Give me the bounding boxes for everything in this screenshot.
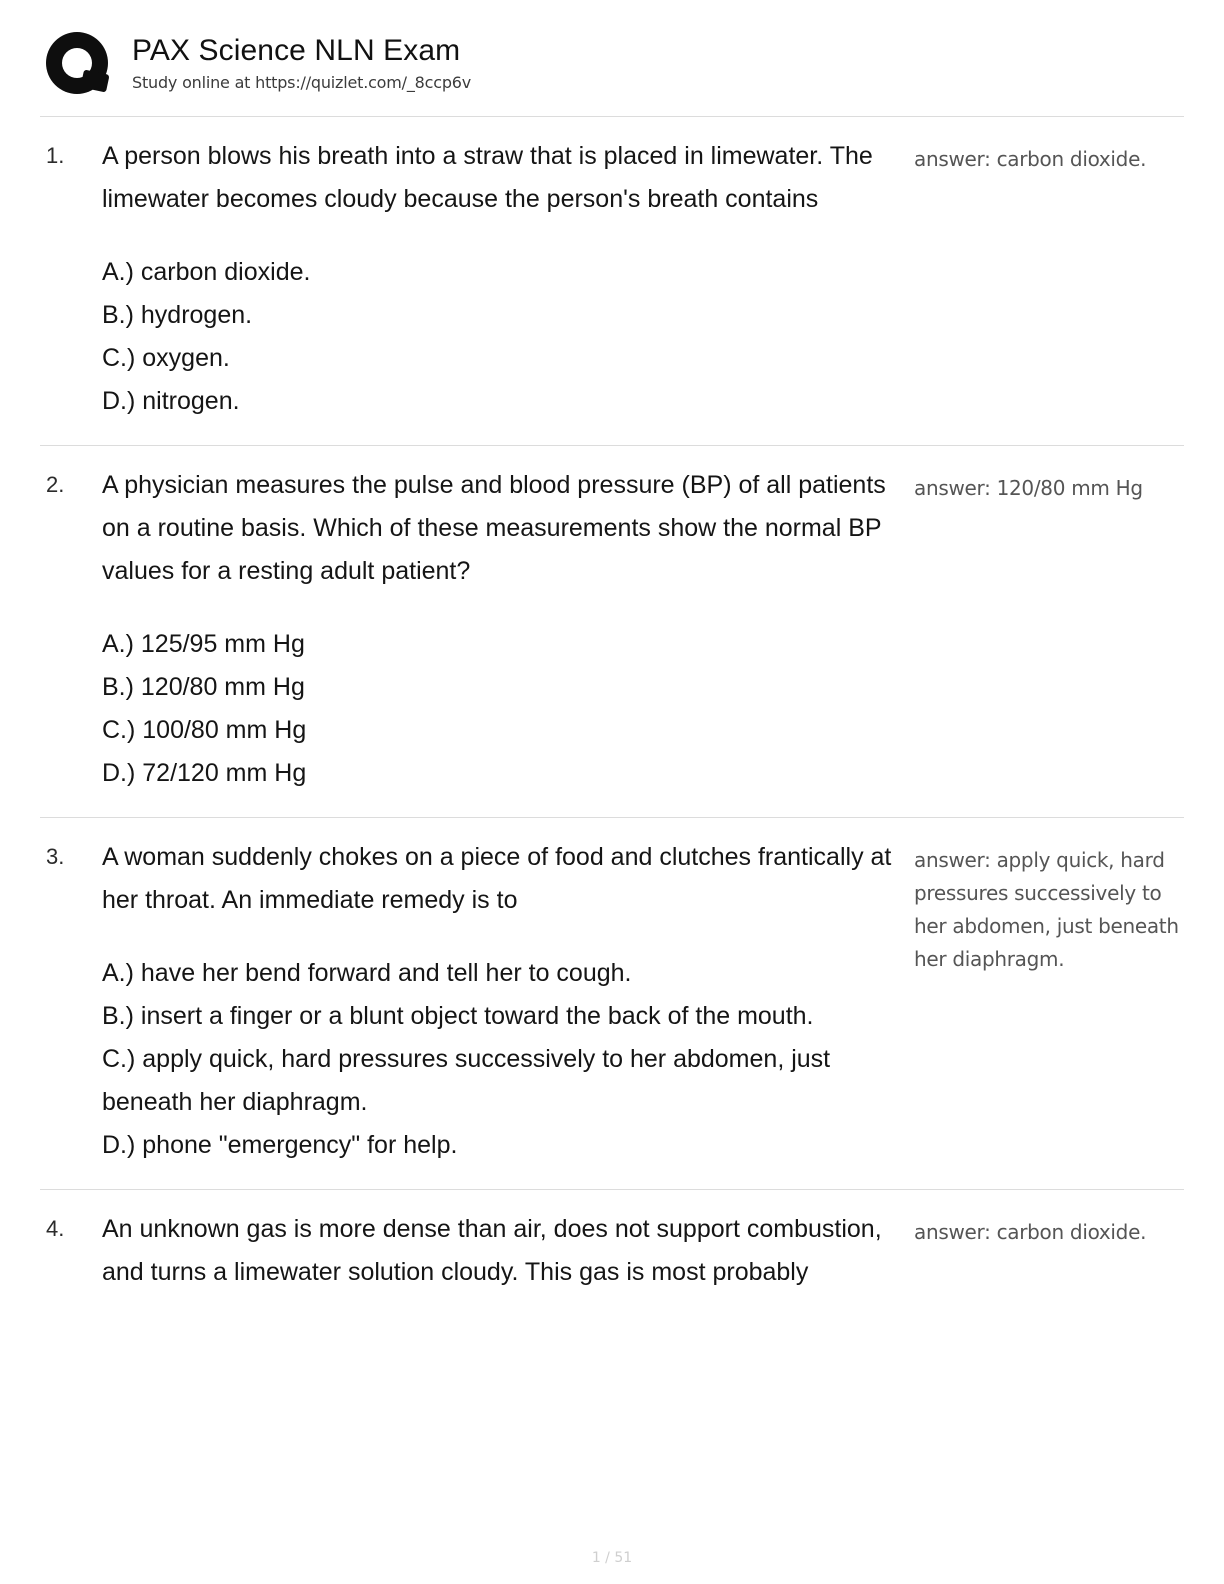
choice-c[interactable]: C.) 100/80 mm Hg [102, 716, 307, 744]
choice-a[interactable]: A.) have her bend forward and tell her to cough. [102, 959, 632, 987]
page-title: PAX Science NLN Exam [132, 34, 461, 67]
choice-d[interactable]: D.) phone "emergency" for help. [102, 1131, 458, 1159]
question-body [102, 135, 914, 423]
question-number: 1. [46, 143, 65, 168]
choice-list [102, 952, 896, 1167]
choice-a[interactable]: A.) 125/95 mm Hg [102, 630, 305, 658]
question-text: A woman suddenly chokes on a piece of food and clutches frantically at her throat. An immediate remedy is to [102, 843, 892, 914]
question-row [40, 117, 1184, 445]
choice-d[interactable]: D.) 72/120 mm Hg [102, 759, 307, 787]
choice-c[interactable]: C.) oxygen. [102, 344, 230, 372]
question-row [40, 446, 1184, 817]
question-number: 4. [46, 1216, 65, 1241]
question-row [40, 818, 1184, 1189]
question-text: A person blows his breath into a straw that is placed in limewater. The limewater becomes cloudy because the person's breath contains [102, 142, 873, 213]
answer-text: answer: carbon dioxide. [914, 147, 1147, 171]
choice-d[interactable]: D.) nitrogen. [102, 387, 240, 415]
header-text [132, 26, 471, 94]
question-body [102, 836, 914, 1167]
study-link[interactable]: Study online at https://quizlet.com/_8ccp6v [132, 73, 472, 92]
choice-a[interactable]: A.) carbon dioxide. [102, 258, 311, 286]
choice-b[interactable]: B.) hydrogen. [102, 301, 253, 329]
document-header [40, 22, 1184, 116]
question-text: A physician measures the pulse and blood pressure (BP) of all patients on a routine basis. Which of these measurements show the normal BP values for a resting adult patient? [102, 471, 886, 585]
choice-b[interactable]: B.) insert a finger or a blunt object toward the back of the mouth. [102, 1002, 814, 1030]
question-row [40, 1190, 1184, 1316]
question-number: 2. [46, 472, 65, 497]
answer-text: answer: apply quick, hard pressures successively to her abdomen, just beneath her diaphragm. [914, 848, 1179, 971]
quizlet-q-logo-icon [40, 28, 118, 106]
question-body [102, 1208, 914, 1294]
question-text: An unknown gas is more dense than air, does not support combustion, and turns a limewater solution cloudy. This gas is most probably [102, 1215, 882, 1286]
choice-c[interactable]: C.) apply quick, hard pressures successively to her abdomen, just beneath her diaphragm. [102, 1045, 831, 1116]
answer-text: answer: carbon dioxide. [914, 1220, 1147, 1244]
choice-list [102, 251, 896, 423]
choice-b[interactable]: B.) 120/80 mm Hg [102, 673, 305, 701]
page-footer: 1 / 51 [591, 1550, 633, 1566]
choice-list [102, 623, 896, 795]
question-number: 3. [46, 844, 65, 869]
question-body [102, 464, 914, 795]
answer-text: answer: 120/80 mm Hg [914, 476, 1143, 500]
